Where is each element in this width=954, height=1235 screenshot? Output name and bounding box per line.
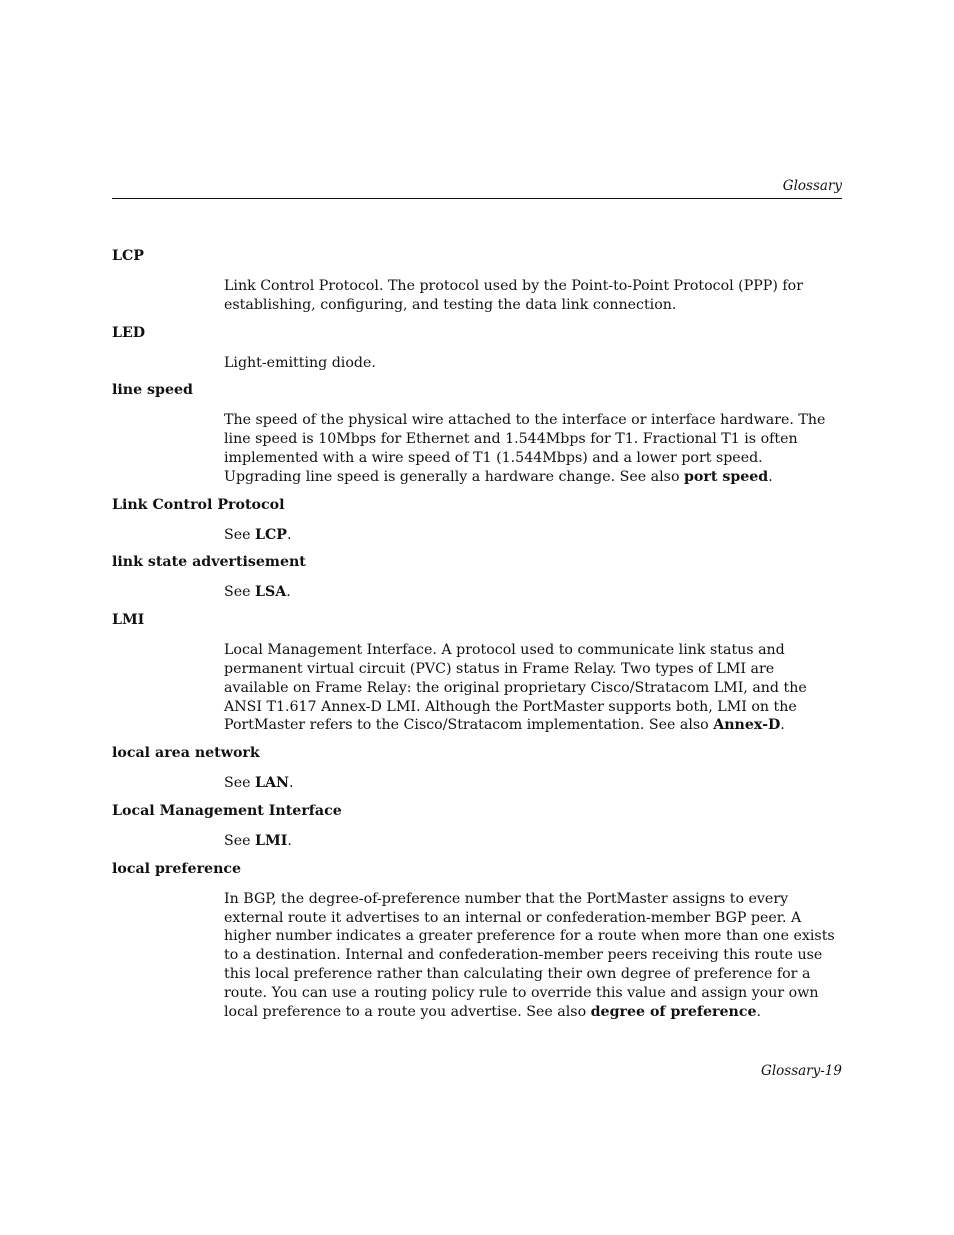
cross-reference: LSA: [255, 584, 287, 601]
cross-reference: LCP: [255, 526, 287, 543]
glossary-definition: [224, 354, 842, 373]
glossary-entry: [112, 860, 842, 1022]
glossary-entry: [112, 802, 842, 851]
glossary-definition: [224, 890, 842, 1022]
glossary-term: line speed: [112, 382, 193, 399]
see-suffix: .: [780, 717, 785, 734]
glossary-definition: [224, 583, 842, 602]
glossary-definition: [224, 641, 842, 735]
see-also-prefix: See also: [615, 468, 684, 485]
glossary-entry: [112, 381, 842, 486]
glossary-entry: [112, 496, 842, 545]
see-prefix: See: [224, 832, 256, 849]
glossary-term: Link Control Protocol: [112, 496, 285, 513]
glossary-entry: [112, 744, 842, 793]
page-number: Glossary-19: [761, 1063, 842, 1079]
glossary-definition: [224, 411, 842, 486]
see-also-prefix: See also: [521, 1003, 591, 1020]
glossary-entry: [112, 247, 842, 315]
glossary-entry: [112, 553, 842, 602]
cross-reference: Annex-D: [713, 717, 781, 734]
definition-text: The speed of the physical wire attached to the interface or interface hardware. The line speed is 10Mbps for Ethernet and 1.544Mbps for T1. Fractional T1 is often implemented with a wire speed of T1 (1.544Mbps) and a lower port speed. Upgrading line speed is generally a hardware change.: [224, 412, 826, 485]
cross-reference: degree of preference: [590, 1003, 757, 1020]
see-also-prefix: See also: [644, 717, 714, 734]
glossary-list: [112, 247, 842, 1030]
cross-reference: port speed: [684, 468, 769, 485]
glossary-definition: [224, 774, 842, 793]
glossary-term: local preference: [112, 860, 242, 877]
see-suffix: .: [286, 584, 291, 601]
see-prefix: See: [224, 775, 256, 792]
glossary-entry: [112, 324, 842, 373]
glossary-definition: [224, 832, 842, 851]
running-header: Glossary: [782, 178, 842, 194]
glossary-term: link state advertisement: [112, 554, 306, 571]
glossary-term: Local Management Interface: [112, 802, 342, 819]
header-rule: [112, 198, 842, 199]
glossary-term: LCP: [112, 248, 144, 264]
glossary-term: LMI: [112, 612, 145, 629]
glossary-definition: [224, 526, 842, 545]
see-prefix: See: [224, 526, 256, 543]
definition-text: Link Control Protocol. The protocol used by the Point-to-Point Protocol (PPP) for establishing, configuring, and testing the data link connection.: [224, 278, 803, 313]
glossary-definition: [224, 277, 842, 315]
see-suffix: .: [756, 1003, 762, 1020]
cross-reference: LMI: [255, 832, 288, 849]
glossary-entry: [112, 611, 842, 735]
see-suffix: .: [288, 775, 294, 792]
definition-text: In BGP, the degree-of-preference number that the PortMaster assigns to every external route it advertises to an internal or confederation-member BGP peer. A higher number indicates a greater preference for a route when more than one exists to a destination. Internal and confederation-member peers receiving this route use this local preference rather than calculating their own degree of preference for a route. You can use a routing policy rule to override this value and assign your own local preference to a route you advertise.: [224, 890, 835, 1020]
see-suffix: .: [768, 468, 773, 485]
definition-text: Light-emitting diode.: [224, 354, 376, 371]
see-prefix: See: [224, 584, 256, 601]
glossary-term: LED: [112, 324, 146, 341]
definition-text: Local Management Interface. A protocol used to communicate link status and permanent virtual circuit (PVC) status in Frame Relay. Two types of LMI are available on Frame Relay: the original proprietary Cisco/Stratacom LMI, and the ANSI T1.617 Annex-D LMI. Although the PortMaster supports both, LMI on the PortMaster refers to the Cisco/Stratacom implementation.: [224, 642, 807, 734]
see-suffix: .: [287, 832, 292, 849]
cross-reference: LAN: [255, 775, 289, 792]
see-suffix: .: [286, 526, 292, 543]
glossary-term: local area network: [112, 745, 260, 762]
